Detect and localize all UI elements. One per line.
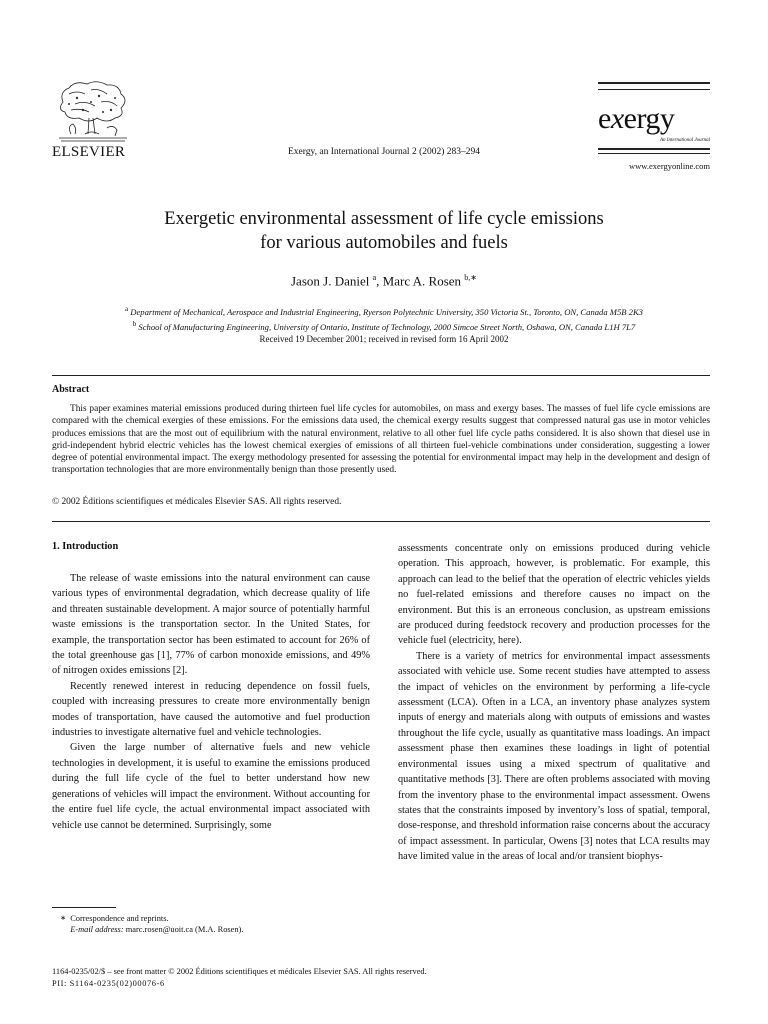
logo-text-x: x xyxy=(610,102,624,135)
abstract-heading: Abstract xyxy=(52,384,90,395)
journal-url[interactable]: www.exergyonline.com xyxy=(629,161,710,171)
affiliation-mark: a xyxy=(372,273,377,282)
affiliation-text: Department of Mechanical, Aerospace and Industrial Engineering, Ryerson Polytechnic University, 350 Victoria St., Toronto, ON, Canada M5B 2K3 xyxy=(130,306,643,317)
logo-text-post: ergy xyxy=(623,102,675,135)
received-dates: Received 19 December 2001; received in revised form 16 April 2002 xyxy=(259,334,509,344)
divider xyxy=(52,521,710,522)
author-name[interactable]: Jason J. Daniel xyxy=(291,273,370,289)
footnote-rule xyxy=(52,907,116,908)
paragraph: The release of waste emissions into the natural environment can cause various types of environmental degradation, which decrease quality of life and threaten sustainable development. A major source of potentially harmful waste emissions is the transportation sector. In the United States, for example, the transportation sector has been estimated to account for 26% of the total greenhouse gas [1], 77% of carbon monoxide emissions, and 49% of nitrogen oxides emissions [2]. xyxy=(52,573,370,677)
logo-subtitle: An International Journal xyxy=(660,138,710,143)
paragraph: assessments concentrate only on emissions produced during vehicle operation. This approach, however, is problematic. For example, this approach can lead to the belief that the operation of electric vehicles yields no fuel-related emissions and therefore causes no impact on the environment. But this is an erroneous conclusion, as upstream emissions are produced during feedstock recovery and production processes for the vehicle fuel (electricity, here). xyxy=(398,543,710,647)
elsevier-tree-logo xyxy=(55,80,130,145)
footnote xyxy=(52,913,243,935)
author-separator: , xyxy=(376,273,383,289)
affiliation-mark: b xyxy=(132,319,137,328)
affiliation-b xyxy=(60,318,708,333)
left-column xyxy=(52,571,370,833)
author-name[interactable]: Marc A. Rosen xyxy=(382,273,462,289)
affiliation-text: School of Manufacturing Engineering, University of Ontario, Institute of Technology, 2000 Simcoe Street North, Oshawa, ON, Canada L1H 7L7 xyxy=(138,321,636,332)
email-address[interactable]: marc.rosen@uoit.ca (M.A. Rosen). xyxy=(125,925,244,934)
page-footer xyxy=(52,966,427,990)
paragraph: Given the large number of alternative fuels and new vehicle technologies in development, it is useful to examine the emissions produced during the full life cycle of the fuel to better understand how new generations of vehicles will impact the environment. Without accounting for the entire fuel life cycle, the actual environmental impact associated with vehicle use cannot be determined. Surprisingly, some xyxy=(52,742,370,831)
logo-rule xyxy=(598,153,710,154)
affiliation-mark: b,∗ xyxy=(464,273,477,282)
divider xyxy=(52,375,710,376)
affiliation-a xyxy=(60,303,708,318)
paragraph: There is a variety of metrics for environmental impact assessments associated with vehicle use. Some recent studies have attempted to assess the impact of vehicles on the environment by performing a life-cycle assessment (LCA). Often in a LCA, an inventory phase analyzes system inputs of energy and materials along with outputs of emissions and wastes throughout the life cycle, usually as quantitative mass loadings. An impact assessment phase then examines these loadings in light of potential environmental issues using a mixed spectrum of qualitative and quantitative methods [3]. There are often problems associated with moving from the inventory phase to the environmental impact assessment. Owens states that the constraints imposed by inventory’s loss of spatial, temporal, dose-response, and threshold information raise concerns about the accuracy of impact assessment. In particular, Owens [3] notes that LCA results may have limited value in the areas of local and/or transient biophys- xyxy=(398,650,710,863)
title-line: for various automobiles and fuels xyxy=(260,233,508,253)
paragraph: Recently renewed interest in reducing dependence on fossil fuels, coupled with increasing pressures to create more environmentally benign modes of transportation, have caused the automotive and fuel production industries to investigate alternative fuel and vehicle technologies. xyxy=(52,680,370,739)
abstract-text: This paper examines material emissions produced during thirteen fuel life cycles for automobiles, on mass and exergy bases. The masses of fuel life cycle emissions are compared with the chemical exergies of these emissions. For the emissions data used, the chemical exergy results suggest that compressed natural gas use in motor vehicles produces emissions that are the most out of equilibrium with the natural environment, relative to all other fuel life cycle paths considered. It is also shown that diesel use in grid-independent hybrid electric vehicles has the lowest chemical exergies of emissions of all thirteen fuel-vehicle combinations under consideration, suggesting a lower degree of potential environmental impact. The exergy methodology presented for assessing the potential for environmental impact may help in the development and design of transportation technologies that are more environmentally benign than those presently used. xyxy=(52,404,710,476)
front-matter-line: 1164-0235/02/$ – see front matter © 2002 Éditions scientifiques et médicales Elsevier SAS. All rights reserved. xyxy=(52,967,427,976)
email-label: E-mail address: xyxy=(70,925,124,934)
abstract-copyright: © 2002 Éditions scientifiques et médicales Elsevier SAS. All rights reserved. xyxy=(52,497,342,507)
footnote-line xyxy=(52,913,243,924)
logo-rule xyxy=(598,148,710,150)
title-line: Exergetic environmental assessment of life cycle emissions xyxy=(164,209,604,229)
affiliations xyxy=(60,303,708,333)
author-list xyxy=(0,273,768,289)
logo-rule xyxy=(598,82,710,84)
publisher-name: ELSEVIER xyxy=(52,144,126,160)
footnote-text: Correspondence and reprints. xyxy=(70,914,169,923)
logo-text-pre: e xyxy=(598,102,611,135)
footnote-line xyxy=(52,924,243,935)
exergy-journal-logo xyxy=(598,102,674,136)
pii-line: PII: S1164-0235(02)00076-6 xyxy=(52,979,165,988)
section-heading: 1. Introduction xyxy=(52,541,119,552)
logo-rule xyxy=(598,89,710,90)
affiliation-mark: a xyxy=(125,305,129,313)
footnote-mark: ∗ xyxy=(60,914,66,922)
journal-citation: Exergy, an International Journal 2 (2002) 283–294 xyxy=(287,147,481,157)
article-title xyxy=(60,207,708,255)
right-column xyxy=(398,541,710,865)
